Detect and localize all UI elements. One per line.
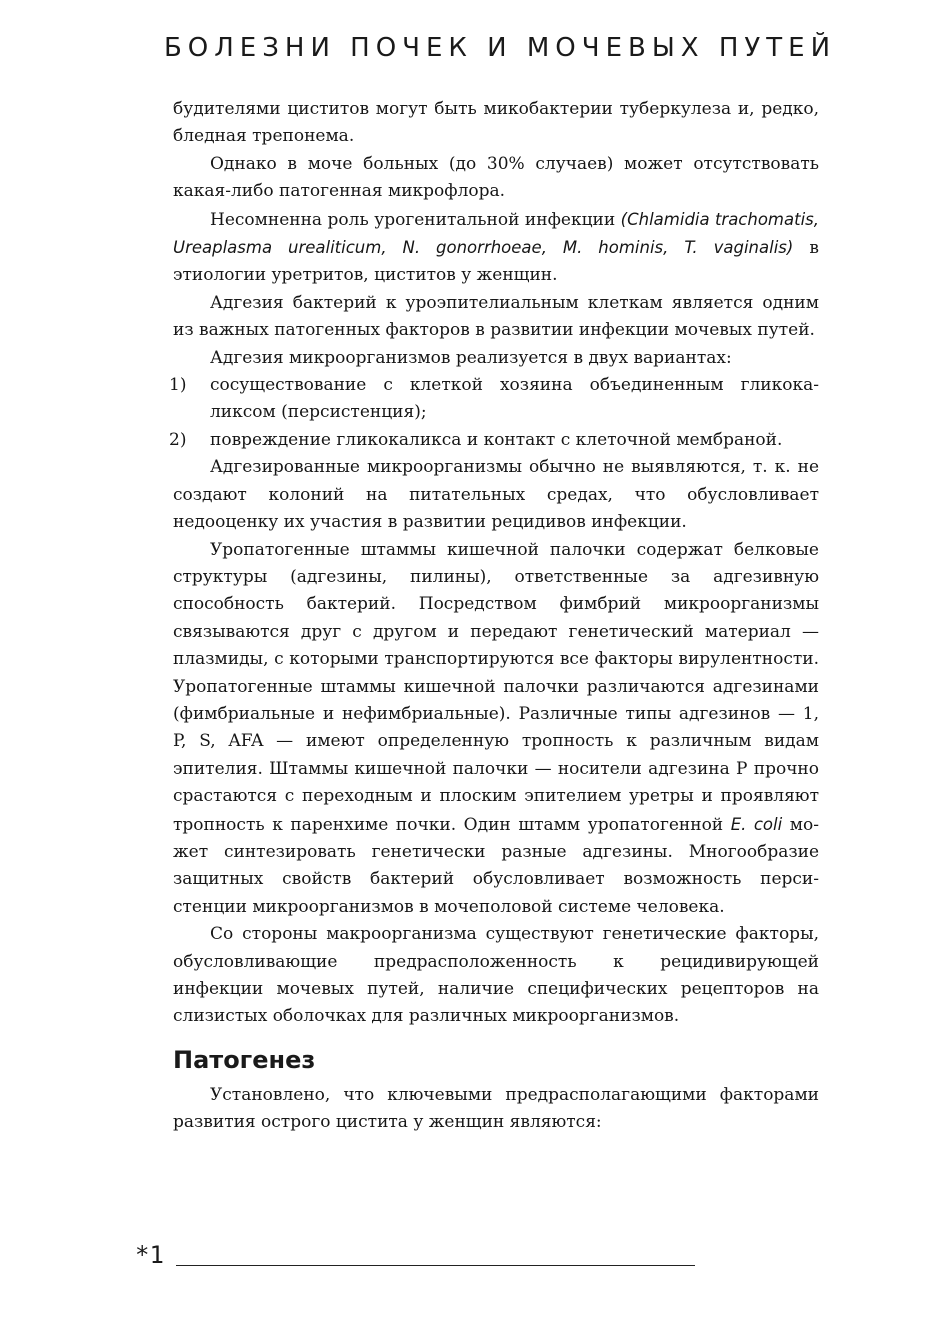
paragraph-urine-microflora: Однако в моче больных (до 30% случаев) может отсутствовать какая-либо патогенная микрофлора. [173,153,819,202]
list-item-text: сосуществование с клеткой хозяина объединенным гликокаликсом (персистенция); [210,375,819,423]
ecoli-text-after: может синтезировать генетически разные адгезины. Многообразие защитных свойств бактерий обусловливает возможность персистенции микроорганизмов в мочеполовой системе человека. [173,814,819,917]
paragraph-continuation: будителями циститов могут быть микобактерии туберкулеза и, редко, бледная трепонема. [173,99,819,147]
ecoli-text-before: Уропатогенные штаммы кишечной палочки содержат белковые структуры (адгезины, пилины), ответственные за адгезивную способность бактерий. Посредством фимбрий микроорганизмы связываются друг с другом и передают генетический материал — плазмиды, с которыми транспортируются все факторы вирулентности. Уропатогенные штаммы кишечной палочки различаются адгезинами (фимбриальные и нефимбриальные). Различные типы адгезинов — 1, P, S, AFA — имеют определенную тропность к различным видам эпителия. Штаммы кишечной палочки — носители адгезина P прочно срастаются с переходным и плоским эпителием уретры и проявляют тропность к паренхиме почки. Один штамм уропатогенной [173,539,819,835]
ecoli-italic: E. coli [730,814,783,834]
body-text [169,96,820,1137]
paragraph-macroorganism-factors: Со стороны макроорганизма существуют генетические факторы, обусловливающие предрасположенность к рецидивирующей инфекции мочевых путей, наличие специфических рецепторов на слизистых оболочках для различных микроорганизмов. [173,924,819,1027]
paragraph-adhesion-variants: Адгезия микроорганизмов реализуется в двух вариантах: [210,347,732,368]
p3-text-after: в этиологии уретритов, циститов у женщин. [173,238,819,286]
section-heading: Патогенез [173,1045,316,1074]
paragraph-urogenital-infection [173,206,819,290]
list-item-text: повреждение гликокаликса и контакт с клеточной мембраной. [210,429,783,450]
list-item-number: 1) [169,375,187,396]
pathogen-list-italic: (Chlamidia trachomatis, Ureaplasma urealiticum, N. gonorrhoeae, M. hominis, T. vaginalis) [173,209,820,258]
paragraph-uropathogenic-strains [173,537,819,922]
footnote-rule [176,1265,695,1266]
list-item [169,372,819,427]
list-item-number: 2) [169,429,187,450]
paragraph-adhesion: Адгезия бактерий к уроэпителиальным клеткам является одним из важных патогенных факторов в развитии инфекции мочевых путей. [173,292,819,341]
paragraph-adhered-microorganisms: Адгезированные микроорганизмы обычно не выявляются, т. к. не создают колоний на питательных средах, что обусловливает недооценку их участия в развитии рецидивов инфекции. [173,457,819,533]
running-title: БОЛЕЗНИ ПОЧЕК И МОЧЕВЫХ ПУТЕЙ [163,33,837,63]
paragraph-pathogenesis-intro: Установлено, что ключевыми предрасполагающими факторами развития острого цистита у женщин являются: [173,1084,819,1133]
p3-text-before: Несомненна роль урогенитальной инфекции [210,209,621,230]
footnote-marker: *1 [135,1241,164,1269]
list-item [169,427,819,454]
